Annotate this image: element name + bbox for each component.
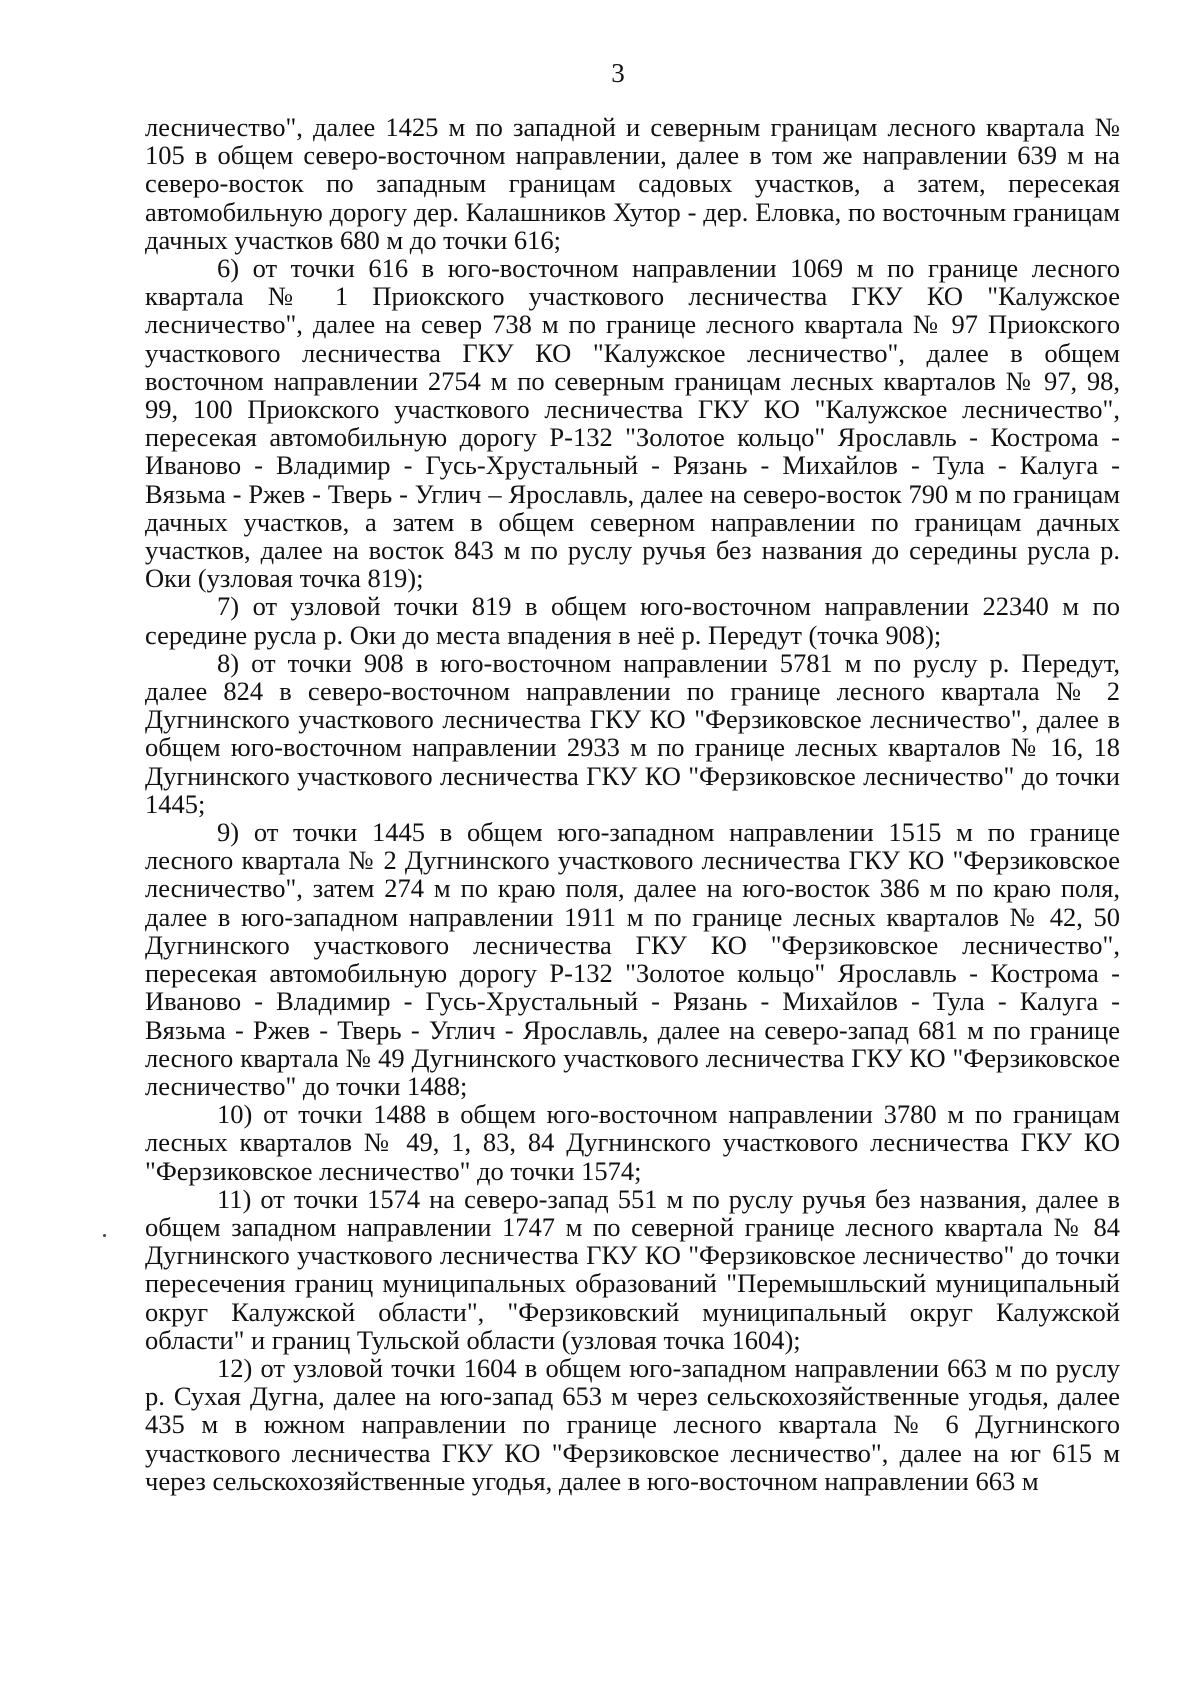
paragraph-item-10: 10) от точки 1488 в общем юго-восточном направлении 3780 м по границам лесных кварталов № 49, 1, 83, 84 Дугнинского участкового лесничества ГКУ КО "Ферзиковское лесничество" до точки 1574; bbox=[145, 1099, 1120, 1186]
paragraph-item-6: 6) от точки 616 в юго-восточном направлении 1069 м по границе лесного квартала № 1 Приокского участкового лесничества ГКУ КО "Калужское лесничество", далее на север 738 м по границе лесного квартала № 97 Приокского участкового лесничества ГКУ КО "Калужское лесничество", далее в общем восточном направлении 2754 м по северным границам лесных кварталов № 97, 98, 99, 100 Приокского участкового лесничества ГКУ КО "Калужское лесничество", пересекая автомобильную дорогу Р-132 "Золотое кольцо" Ярославль - Кострома - Иваново - Владимир - Гусь-Хрустальный - Рязань - Михайлов - Тула - Калуга - Вязьма - Ржев - Тверь - Углич – Ярославль, далее на северо-восток 790 м по границам дачных участков, а затем в общем северном направлении по границам дачных участков, далее на восток 843 м по руслу ручья без названия до середины русла р. Оки (узловая точка 819); bbox=[145, 253, 1120, 594]
paragraph-continuation: лесничество", далее 1425 м по западной и северным границам лесного квартала № 105 в общем северо-восточном направлении, далее в том же направлении 639 м на северо-восток по западным границам садовых участков, а затем, пересекая автомобильную дорогу дер. Калашников Хутор - дер. Еловка, по восточным границам дачных участков 680 м до точки 616; bbox=[145, 112, 1120, 255]
paragraph-item-9: 9) от точки 1445 в общем юго-западном направлении 1515 м по границе лесного квартала № 2 Дугнинского участкового лесничества ГКУ КО "Ферзиковское лесничество", затем 274 м по краю поля, далее на юго-восток 386 м по краю поля, далее в юго-западном направлении 1911 м по границе лесных кварталов № 42, 50 Дугнинского участкового лесничества ГКУ КО "Ферзиковское лесничество", пересекая автомобильную дорогу Р-132 "Золотое кольцо" Ярославль - Кострома - Иваново - Владимир - Гусь-Хрустальный - Рязань - Михайлов - Тула - Калуга - Вязьма - Ржев - Тверь - Углич - Ярославль, далее на северо-запад 681 м по границе лесного квартала № 49 Дугнинского участкового лесничества ГКУ КО "Ферзиковское лесничество" до точки 1488; bbox=[145, 817, 1120, 1101]
paragraph-item-7: 7) от узловой точки 819 в общем юго-восточном направлении 22340 м по середине русла р. Оки до места впадения в неё р. Передут (точка 908); bbox=[145, 591, 1120, 650]
paragraph-item-12: 12) от узловой точки 1604 в общем юго-западном направлении 663 м по руслу р. Сухая Дугна, далее на юго-запад 653 м через сельскохозяйственные угодья, далее 435 м в южном направлении по границе лесного квартала № 6 Дугнинского участкового лесничества ГКУ КО "Ферзиковское лесничество", далее на юг 615 м через сельскохозяйственные угодья, далее в юго-восточном направлении 663 м bbox=[145, 1352, 1120, 1496]
scan-speck bbox=[103, 1234, 106, 1237]
page-number: 3 bbox=[611, 58, 625, 88]
document-body bbox=[145, 113, 1120, 1495]
paragraph-item-8: 8) от точки 908 в юго-восточном направлении 5781 м по руслу р. Передут, далее 824 в северо-восточном направлении по границе лесного квартала № 2 Дугнинского участкового лесничества ГКУ КО "Ферзиковское лесничество", далее в общем юго-восточном направлении 2933 м по границе лесных кварталов № 16, 18 Дугнинского участкового лесничества ГКУ КО "Ферзиковское лесничество" до точки 1445; bbox=[145, 647, 1120, 819]
paragraph-item-11: 11) от точки 1574 на северо-запад 551 м по руслу ручья без названия, далее в общем западном направлении 1747 м по северной границе лесного квартала № 84 Дугнинского участкового лесничества ГКУ КО "Ферзиковское лесничество" до точки пересечения границ муниципальных образований "Перемышльский муниципальный округ Калужской области", "Ферзиковский муниципальный округ Калужской области" и границ Тульской области (узловая точка 1604); bbox=[145, 1183, 1120, 1355]
